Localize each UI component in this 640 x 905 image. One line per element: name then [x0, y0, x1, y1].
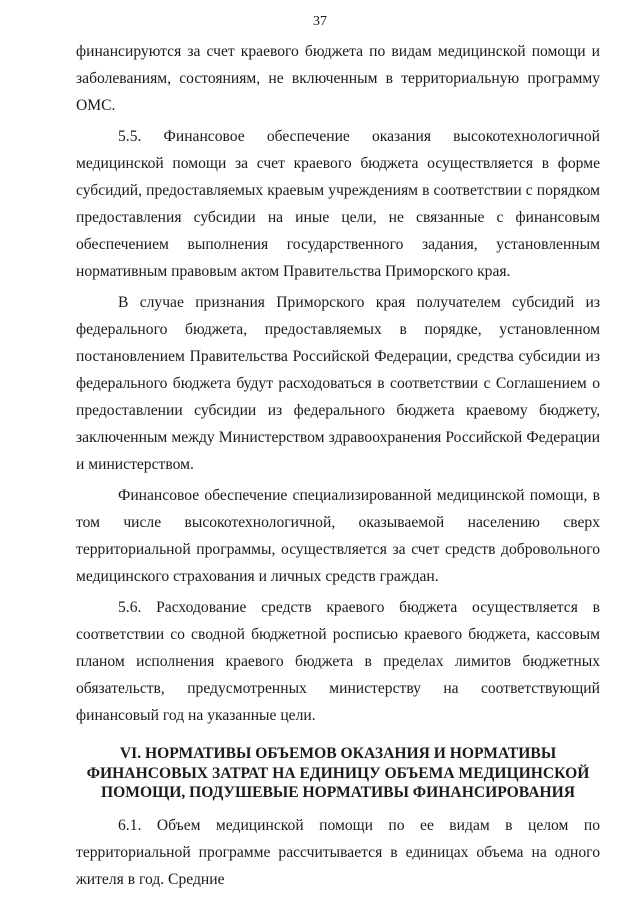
paragraph-continuation: финансируются за счет краевого бюджета по видам медицинской помощи и заболеваниям, состояниям, не включенным в территориальную программу ОМС.	[76, 43, 600, 114]
paragraph-subsidy-case: В случае признания Приморского края получателем субсидий из федерального бюджета, предоставляемых в порядке, установленном постановлением Правительства Российской Федерации, средства субсидии из федерального бюджета будут расходоваться в соответствии с Соглашением о предоставлении субсидии из федерального бюджета краевому бюджету, заключенным между Министерством здравоохранения Российской Федерации и министерством.	[76, 294, 600, 473]
paragraph-5-5: 5.5. Финансовое обеспечение оказания высокотехнологичной медицинской помощи за счет краевого бюджета осуществляется в форме субсидий, предоставляемых краевым учреждениям в соответствии с порядком предоставления субсидии на иные цели, не связанные с финансовым обеспечением выполнения государственного задания, установленным нормативным правовым актом Правительства Приморского края.	[76, 128, 600, 280]
heading-line: ФИНАНСОВЫХ ЗАТРАТ НА ЕДИНИЦУ ОБЪЕМА МЕДИЦИНСКОЙ	[86, 764, 590, 782]
heading-line: ПОМОЩИ, ПОДУШЕВЫЕ НОРМАТИВЫ ФИНАНСИРОВАНИЯ	[101, 784, 575, 801]
body-text	[76, 38, 600, 729]
paragraph-5-6: 5.6. Расходование средств краевого бюджета осуществляется в соответствии со сводной бюджетной росписью краевого бюджета, кассовым планом исполнения краевого бюджета в пределах лимитов бюджетных обязательств, предусмотренных министерству на соответствующий финансовый год на указанные цели.	[76, 599, 600, 724]
heading-line: VI. НОРМАТИВЫ ОБЪЕМОВ ОКАЗАНИЯ И НОРМАТИВЫ	[119, 745, 557, 762]
section-body	[76, 812, 600, 893]
paragraph-6-1: 6.1. Объем медицинской помощи по ее видам в целом по территориальной программе рассчитывается в единицах объема на одного жителя в год. Средние	[76, 817, 600, 888]
section-heading	[76, 744, 600, 803]
page-number: 37	[313, 14, 327, 29]
paragraph-specialized-care: Финансовое обеспечение специализированной медицинской помощи, в том числе высокотехнологичной, оказываемой населению сверх территориальной программы, осуществляется за счет средств добровольного медицинского страхования и личных средств граждан.	[76, 487, 600, 585]
